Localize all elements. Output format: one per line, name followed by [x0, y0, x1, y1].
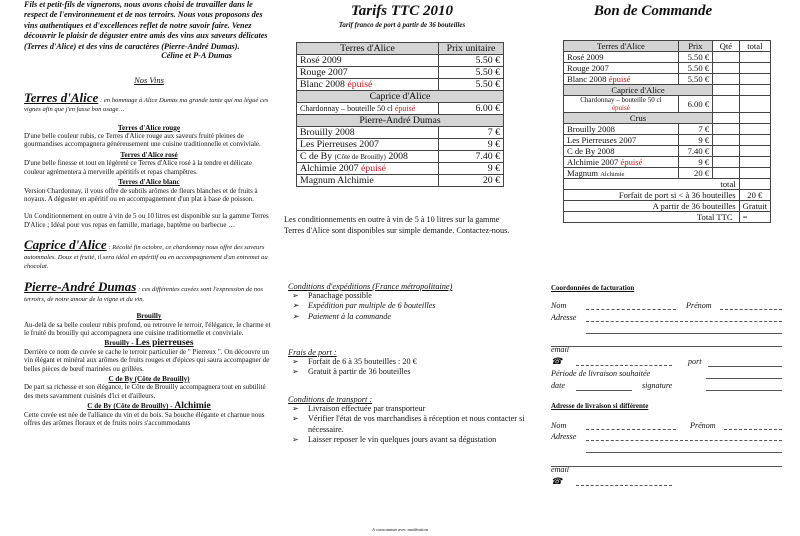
expeditions-block: [288, 282, 528, 322]
list-item: ➢ Paiement à la commande: [308, 312, 528, 322]
table-row: Rosé 2009 5.50 €: [297, 55, 504, 67]
pad-title: Pierre-André Dumas: [24, 279, 137, 295]
delivery-phone-icon: ☎: [551, 476, 563, 486]
caprice-tagline: : Récolté fin octobre, ce chardonnay nous offre des saveurs automnales. Doux et fruité, il sera idéal en apéritif ou en accompagnement d'un entremet au chocolat.: [24, 244, 268, 270]
pierreuses-title: Brouilly - Les pierreuses: [104, 338, 194, 349]
billing-title: Coordonnées de facturation: [551, 284, 635, 292]
order-header-qty: Qté: [713, 41, 740, 52]
cdeby-title: C de By (Côte de Brouilly): [108, 375, 190, 383]
cdeby-text: De part sa richesse et son élégance, le Côte de Brouilly accompagnera tout en subtilité des mets savamment cuisinés d'ici et d'ailleurs.: [24, 383, 266, 400]
alchimie-text: Cette cuvée est née de l'alliance du vin et du bois. Sa bouche élégante et charnue nous offres des arômes floraux et de fruits noirs s'accommodants: [24, 410, 265, 428]
billing-date-line[interactable]: [576, 390, 632, 391]
pierreuses-text: Derrière ce nom de cuvée se cache le terroir particulier de " Pierreux ". On découvre un vin élégant et minéral aux arômes de fruits rouges et d'épices qui saura accompagner de belles pièces de bœuf marinées ou grillées.: [24, 347, 270, 373]
tarifs-table: [296, 42, 504, 187]
pad-section: [24, 279, 274, 304]
delivery-email-line[interactable]: [551, 466, 782, 467]
phone-icon: ☎: [551, 356, 563, 366]
table-row: Les Pierreuses 2007 9 €: [297, 139, 504, 151]
table-row: Brouilly 2008 7 €: [297, 127, 504, 139]
qty-input[interactable]: [713, 96, 740, 113]
list-item: ➢ Vérifier l'état de vos marchandises à réception et nous contacter si nécessaire.: [308, 414, 528, 435]
qty-input[interactable]: [713, 146, 740, 157]
table-row: Brouilly 2008 7 €: [564, 124, 771, 135]
billing-adresse-label: Adresse: [551, 313, 577, 322]
total-cell[interactable]: [739, 96, 770, 113]
billing-adresse-line-2[interactable]: [586, 333, 782, 334]
delivery-adresse-label: Adresse: [551, 432, 577, 441]
caprice-title: Caprice d'Alice: [24, 237, 107, 253]
terres-tagline: : en hommage à Alice Dumas ma grande tante qui ma légué ces vignes afin que j'en fasse bon usage…: [24, 96, 269, 114]
billing-signature-label: signature: [642, 381, 673, 390]
nos-vins-heading: Nos Vins: [134, 75, 164, 86]
tarifs-header-name: Terres d'Alice: [297, 43, 439, 55]
qty-input[interactable]: [713, 74, 740, 85]
order-total-label: total: [564, 179, 740, 190]
table-row: Alchimie 2007 épuisé 9 €: [297, 163, 504, 175]
terres-blanc-text: Version Chardonnay, il vous offre de subtils arômes de fleurs blanches et de fruits à noyaux. A déguster en apéritif ou en accompagnement d'un plat à base de poisson.: [24, 186, 258, 203]
total-cell[interactable]: [739, 135, 770, 146]
qty-input[interactable]: [713, 135, 740, 146]
brouilly-text: Au-delà de sa belle couleur rubis profond, ou retrouve le terroir, l'élégance, le charme et le fruité du brouilly qui accompagnera une cuisine traditionnelle et conviviale.: [24, 320, 271, 337]
tarifs-header-price: Prix unitaire: [439, 43, 504, 55]
order-crus-band: Crus: [564, 113, 713, 124]
terres-rose-title: Terres d'Alice rosé: [120, 150, 178, 159]
billing-port-label: port: [688, 357, 702, 366]
billing-signature-line[interactable]: [706, 390, 782, 391]
port-title: Frais de port :: [288, 348, 337, 357]
billing-phone-line[interactable]: [576, 357, 672, 366]
transport-title: Conditions de transport :: [288, 395, 373, 404]
billing-email-label: email: [551, 345, 569, 354]
table-row: C de By (Côte de Brouilly) 2008 7.40 €: [297, 151, 504, 163]
delivery-prenom-label: Prénom: [690, 421, 716, 430]
qty-input[interactable]: [713, 52, 740, 63]
list-item: ➢ Livraison effectuée par transporteur: [308, 404, 528, 414]
billing-prenom-line[interactable]: [720, 301, 782, 310]
qty-input[interactable]: [713, 168, 740, 179]
order-gratuit-value: Gratuit: [739, 201, 770, 212]
bon-title: Bon de Commande: [593, 3, 713, 19]
delivery-title: Adresse de livraison si différente: [551, 402, 649, 410]
delivery-adresse-line-2[interactable]: [586, 452, 782, 453]
table-row: Chardonnay – bouteille 50 cl épuisé 6.00 €: [564, 96, 771, 113]
total-cell[interactable]: [739, 52, 770, 63]
order-port-value: 20 €: [739, 190, 770, 201]
conditioning-note: Les conditionnements en outre à vin de 5 à 10 litres sur la gamme Terres d'Alice sont disponibles sur simple demande. Contactez-nous.: [284, 215, 510, 235]
tarifs-caprice-band: Caprice d'Alice: [297, 91, 504, 103]
table-row: Blanc 2008 épuisé 5.50 €: [297, 79, 504, 91]
billing-adresse-line[interactable]: [586, 313, 782, 322]
footer-note: A consommer avec modération: [371, 527, 429, 532]
billing-prenom-label: Prénom: [686, 301, 712, 310]
caprice-section: [24, 237, 274, 271]
list-item: ➢ Gratuit à partir de 36 bouteilles: [308, 367, 528, 377]
pad-tagline: : ces différentes cuvées sont l'expression de nos terroirs, de notre amour de la vigne et du vin.: [24, 286, 263, 303]
table-row: Alchimie 2007 épuisé 9 €: [564, 157, 771, 168]
order-port-label: Forfait de port si < à 36 bouteilles: [564, 190, 740, 201]
terres-conditioning-text: Un Conditionnement en outre à vin de 5 ou 10 litres est disponible sur la gamme Terres D'Alice ; Idéal pour vos repas en famille, mariage, baptême ou barbecue …: [24, 212, 269, 229]
order-total-value[interactable]: [739, 179, 770, 190]
table-row: Les Pierreuses 2007 9 €: [564, 135, 771, 146]
table-row: Rosé 2009 5.50 €: [564, 52, 771, 63]
order-ttc-value[interactable]: =: [739, 212, 770, 223]
table-row: Chardonnay – bouteille 50 cl épuisé 6.00 €: [297, 103, 504, 115]
delivery-nom-line[interactable]: [586, 421, 676, 430]
total-cell[interactable]: [739, 63, 770, 74]
terres-title: Terres d'Alice: [24, 89, 99, 105]
intro-text: Fils et petit-fils de vignerons, nous avons choisi de travailler dans le respect de l'environnement et de nos terroirs. Nous vous proposons des vins authentiques et d'excellences reflet de notre savoir faire. Venez découvrir le plaisir de déguster entre amis des vins aux saveurs délicates (Terres d'Alice) et des vins de caractères (Pierre-André Dumas).: [24, 0, 268, 51]
billing-nom-line[interactable]: [586, 301, 676, 310]
delivery-adresse-line[interactable]: [586, 432, 782, 441]
tarifs-pad-band: Pierre-André Dumas: [297, 115, 504, 127]
tarifs-subtitle: Tarif franco de port à partir de 36 bouteilles: [338, 21, 466, 29]
order-ttc-label: Total TTC: [564, 212, 740, 223]
billing-periode-line[interactable]: [706, 378, 782, 379]
total-cell[interactable]: [739, 74, 770, 85]
table-row: Magnum Alchimie 20 €: [297, 175, 504, 187]
port-block: [288, 348, 528, 378]
table-row: C de By 2008 7.40 €: [564, 146, 771, 157]
list-item: ➢ Panachage possible: [308, 291, 528, 301]
delivery-nom-label: Nom: [551, 421, 567, 430]
list-item: ➢ Forfait de 6 à 35 bouteilles : 20 €: [308, 357, 528, 367]
order-gratuit-label: A partir de 36 bouteilles: [564, 201, 740, 212]
total-cell[interactable]: [739, 157, 770, 168]
brouilly-title: Brouilly: [136, 312, 162, 321]
billing-date-label: date: [551, 381, 565, 390]
terres-rose-text: D'une belle finesse et tout en légèreté ce Terres d'Alice rosé à la tendre et délicate couleur agrémentera à merveille apéritifs et repas champêtres.: [24, 159, 252, 176]
tarifs-title: Tarifs TTC 2010: [351, 3, 453, 19]
qty-input[interactable]: [713, 157, 740, 168]
terres-rouge-text: D'une belle couleur rubis, ce Terres d'Alice rouge aux saveurs fruité pleines de gourmandises accompagnera généreusement une cuisine traditionnelle et conviviale.: [24, 132, 261, 149]
terres-blanc-title: Terres d'Alice blanc: [118, 178, 180, 187]
order-header-name: Terres d'Alice: [564, 41, 679, 52]
delivery-phone-line[interactable]: [576, 477, 672, 486]
table-row: Rouge 2007 5.50 €: [297, 67, 504, 79]
terres-rouge-title: Terres d'Alice rouge: [117, 123, 181, 132]
table-row: Magnum Alchimie 20 €: [564, 168, 771, 179]
billing-nom-field[interactable]: Nom: [551, 301, 567, 310]
terres-section: [24, 89, 274, 115]
list-item: ➢ Laisser reposer le vin quelques jours avant sa dégustation: [308, 435, 528, 445]
delivery-email-label: email: [551, 465, 569, 474]
delivery-prenom-line[interactable]: [724, 421, 782, 430]
billing-email-line[interactable]: [551, 346, 782, 347]
total-cell[interactable]: [739, 124, 770, 135]
signature-line: Céline et P-A Dumas: [161, 51, 232, 61]
order-table: [563, 40, 771, 223]
billing-port-line[interactable]: [708, 366, 782, 367]
order-header-price: Prix: [678, 41, 712, 52]
qty-input[interactable]: [713, 63, 740, 74]
table-row: Blanc 2008 épuisé 5.50 €: [564, 74, 771, 85]
total-cell[interactable]: [739, 168, 770, 179]
billing-periode-label: Période de livraison souhaitée: [551, 369, 651, 378]
order-caprice-band: Caprice d'Alice: [564, 85, 713, 96]
total-cell[interactable]: [739, 146, 770, 157]
table-row: Rouge 2007 5.50 €: [564, 63, 771, 74]
left-column: [24, 0, 274, 429]
order-header-total: total: [739, 41, 770, 52]
qty-input[interactable]: [713, 124, 740, 135]
expeditions-title: Conditions d'expéditions (France métropolitaine): [288, 282, 453, 291]
list-item: ➢ Expédition par multiple de 6 bouteilles: [308, 301, 528, 311]
alchimie-title: C de By (Côte de Brouilly) - Alchimie: [87, 401, 211, 412]
transport-block: [288, 395, 528, 446]
